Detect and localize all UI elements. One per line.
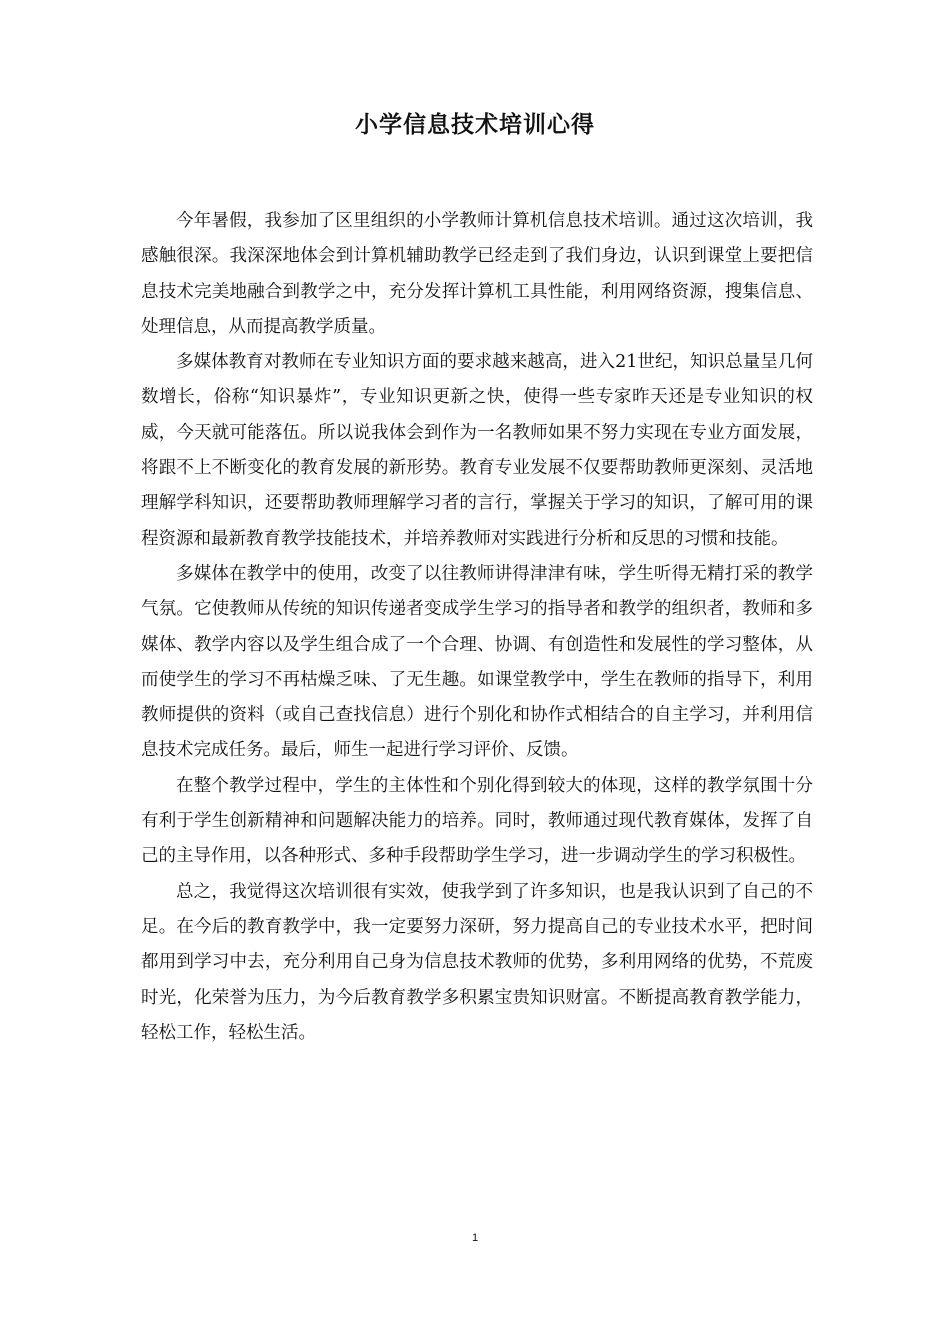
document-title: 小学信息技术培训心得 bbox=[355, 111, 595, 138]
paragraph-2: 多媒体教育对教师在专业知识方面的要求越来越高，进入21世纪，知识总量呈几何数增长，俗称“知识暴炸”，专业知识更新之快，使得一些专家昨天还是专业知识的权威，今天就可能落伍。所以说我体会到作为一名教师如果不努力实现在专业方面发展，将跟不上不断变化的教育发展的新形势。教育专业发展不仅要帮助教师更深刻、灵活地理解学科知识，还要帮助教师理解学习者的言行，掌握关于学习的知识，了解可用的课程资源和最新教育教学技能技术，并培养教师对实践进行分析和反思的习惯和技能。 bbox=[141, 352, 813, 549]
paragraph-3: 多媒体在教学中的使用，改变了以往教师讲得津津有味，学生听得无精打采的教学气氛。它使教师从传统的知识传递者变成学生学习的指导者和教学的组织者，教师和多媒体、教学内容以及学生组合成了一个合理、协调、有创造性和发展性的学习整体，从而使学生的学习不再枯燥乏味、了无生趣。如课堂教学中，学生在教师的指导下，利用教师提供的资料（或自己查找信息）进行个别化和协作式相结合的自主学习，并利用信息技术完成任务。最后，师生一起进行学习评价、反馈。 bbox=[141, 563, 813, 761]
document-body bbox=[141, 204, 813, 1051]
paragraph-1: 今年暑假，我参加了区里组织的小学教师计算机信息技术培训。通过这次培训，我感触很深。我深深地体会到计算机辅助教学已经走到了我们身边，认识到课堂上要把信息技术完美地融合到教学之中，充分发挥计算机工具性能，利用网络资源，搜集信息、处理信息，从而提高教学质量。 bbox=[141, 211, 813, 337]
paragraph-5: 总之，我觉得这次培训很有实效，使我学到了许多知识，也是我认识到了自己的不足。在今后的教育教学中，我一定要努力深研，努力提高自己的专业技术水平，把时间都用到学习中去，充分利用自己身为信息技术教师的优势，多利用网络的优势，不荒废时光，化荣誉为压力，为今后教育教学多积累宝贵知识财富。不断提高教育教学能力，轻松工作，轻松生活。 bbox=[141, 881, 813, 1043]
page-number: 1 bbox=[471, 1232, 479, 1244]
paragraph-4: 在整个教学过程中，学生的主体性和个别化得到较大的体现，这样的教学氛围十分有利于学生创新精神和问题解决能力的培养。同时，教师通过现代教育媒体，发挥了自己的主导作用，以各种形式、多种手段帮助学生学习，进一步调动学生的学习积极性。 bbox=[141, 775, 813, 867]
